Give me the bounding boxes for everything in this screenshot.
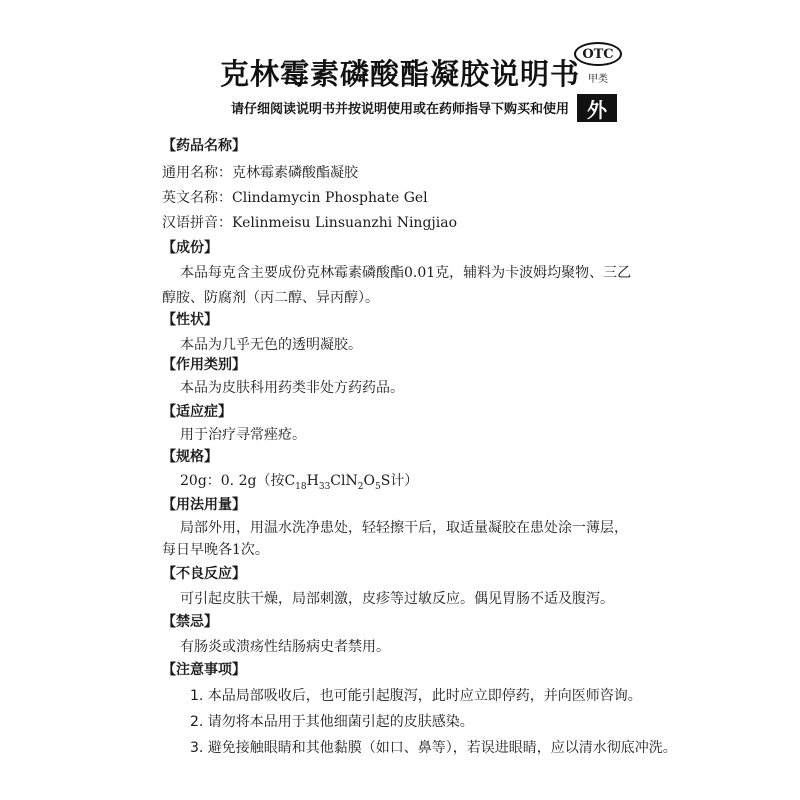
indication-text: 用于治疗寻常痤疮。 [180, 427, 306, 443]
composition-line-1: 本品每克含主要成份克林霉素磷酸酯0.01克，辅料为卡波姆均聚物、三乙 [180, 265, 632, 281]
english-name: 英文名称：Clindamycin Phosphate Gel [162, 190, 428, 206]
composition-line-2: 醇胺、防腐剂（丙二醇、异丙醇）。 [162, 290, 379, 306]
pinyin-name: 汉语拼音：Kelinmeisu Linsuanzhi Ningjiao [162, 215, 458, 231]
section-heading-category: 【作用类别】 [162, 357, 246, 373]
usage-warning-subtitle: 请仔细阅读说明书并按说明使用或在药师指导下购买和使用 [230, 102, 569, 117]
external-use-badge: 外 [577, 94, 617, 122]
otc-class-label: 甲类 [588, 74, 608, 85]
section-heading-dosage: 【用法用量】 [162, 497, 246, 513]
section-heading-contraindication: 【禁忌】 [162, 614, 218, 630]
contraindication-text: 有肠炎或溃疡性结肠病史者禁用。 [180, 639, 390, 655]
section-heading-precautions: 【注意事项】 [162, 662, 246, 678]
section-heading-composition: 【成份】 [162, 240, 218, 256]
section-heading-indication: 【适应症】 [162, 404, 232, 420]
otc-badge: OTC [574, 42, 622, 66]
section-heading-adverse: 【不良反应】 [162, 566, 246, 582]
section-heading-drug-name: 【药品名称】 [162, 138, 246, 154]
adverse-text: 可引起皮肤干燥，局部刺激，皮疹等过敏反应。偶见胃肠不适及腹泻。 [180, 591, 614, 607]
document-title: 克林霉素磷酸酯凝胶说明书 [219, 57, 580, 91]
dosage-line-2: 每日早晚各1次。 [162, 542, 269, 558]
character-text: 本品为几乎无色的透明凝胶。 [180, 337, 362, 353]
precaution-item-3: 3. 避免接触眼睛和其他黏膜（如口、鼻等），若误进眼睛，应以清水彻底冲洗。 [190, 740, 677, 756]
section-heading-character: 【性状】 [162, 312, 218, 328]
dosage-line-1: 局部外用，用温水洗净患处，轻轻擦干后，取适量凝胶在患处涂一薄层， [180, 520, 628, 536]
section-heading-specification: 【规格】 [162, 449, 218, 465]
precaution-item-1: 1. 本品局部吸收后，也可能引起腹泻，此时应立即停药，并向医师咨询。 [190, 688, 642, 704]
precaution-item-2: 2. 请勿将本品用于其他细菌引起的皮肤感染。 [190, 714, 474, 730]
generic-name: 通用名称：克林霉素磷酸酯凝胶 [162, 165, 358, 181]
category-text: 本品为皮肤科用药类非处方药药品。 [180, 380, 404, 396]
specification-text: 20g：0. 2g（按$C_{18}H_{33}ClN_2O_5S$计） [180, 473, 419, 492]
